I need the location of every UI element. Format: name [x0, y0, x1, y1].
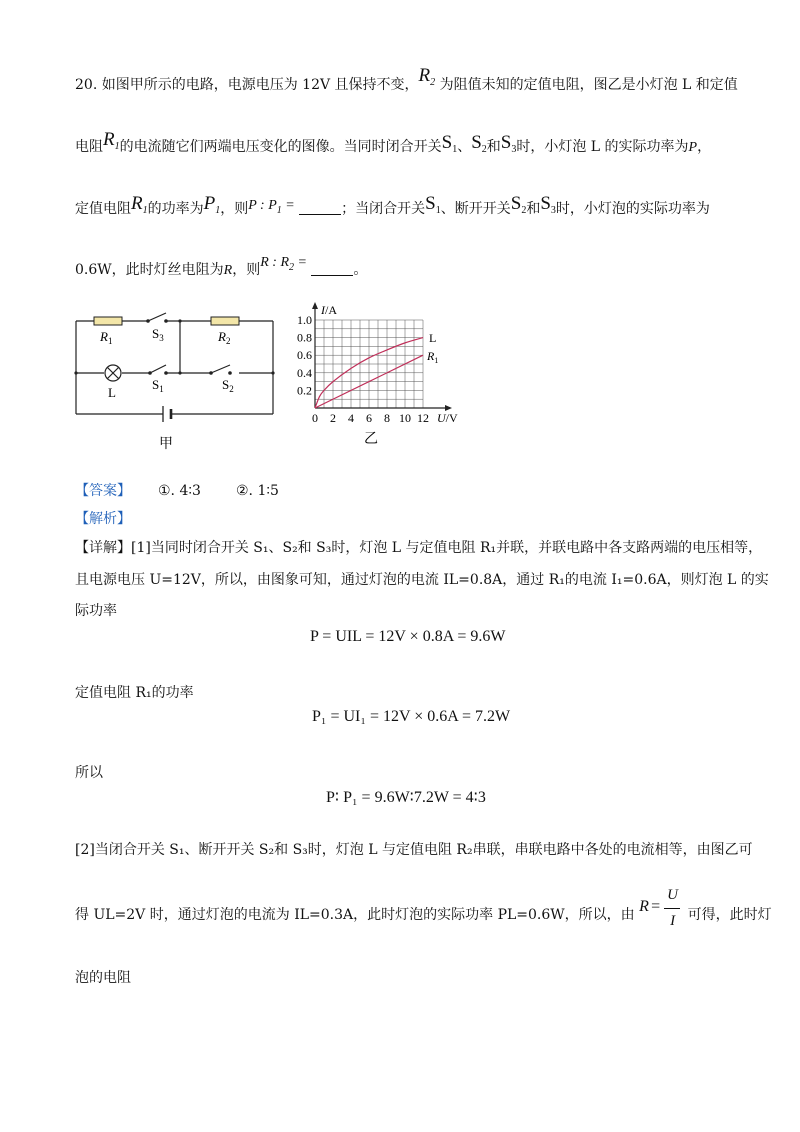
answer-blank-1[interactable] — [299, 202, 341, 215]
x-tick-label: 8 — [384, 411, 390, 425]
question-text: 、断开开关 — [440, 201, 511, 217]
formula-power-R1: P₁ = UI₁ = 12V × 0.6A = 7.2W — [312, 708, 511, 725]
question-line-1 — [75, 65, 738, 101]
x-tick-label: 2 — [330, 411, 336, 425]
label-R2: $R_2$ — [218, 329, 231, 346]
x-tick-label: 6 — [366, 411, 372, 425]
y-axis-label: I/A — [321, 303, 337, 317]
analysis-p2: 定值电阻 R₁的功率 — [75, 685, 194, 701]
question-text: 时，小灯泡 L 的实际功率为 — [516, 139, 689, 155]
label-R1: $R_1$ — [100, 329, 113, 346]
question-text: ，则 — [232, 262, 261, 278]
question-text: 和 — [526, 201, 541, 217]
y-tick-label: 0.6 — [297, 348, 312, 363]
symbol-R: R — [223, 263, 233, 278]
question-text: 的功率为 — [147, 201, 204, 217]
symbol-S2: $S_2$ — [510, 193, 527, 216]
analysis-p4-line1: [2]当闭合开关 S₁、断开开关 S₂和 S₃时，灯泡 L 与定值电阻 R₂串联，串联电路中各处的电流相等，由图乙可 — [75, 842, 753, 858]
label-S2: $S_2$ — [222, 377, 234, 394]
symbol-R1: $R_1$ — [103, 129, 120, 152]
question-line-3 — [75, 193, 710, 225]
question-text: ，则 — [220, 201, 249, 217]
y-tick-label: 0.4 — [297, 365, 312, 380]
caption-yi: 乙 — [364, 432, 378, 447]
analysis-text: 可得，此时灯 — [687, 907, 772, 923]
analysis-p1-line2: 且电源电压 U=12V，所以，由图象可知，通过灯泡的电流 IL=0.8A，通过 R₁的电流 I₁=0.6A，则灯泡 L 的实 — [75, 572, 769, 588]
x-axis-label: U/V — [437, 411, 458, 425]
symbol-P1: $P_1$ — [203, 193, 221, 216]
analysis-p3: 所以 — [75, 765, 103, 781]
question-text: 电阻 — [75, 139, 103, 155]
answer-part1: ①. 4∶3 — [158, 483, 201, 499]
analysis-p1-line1: 【详解】[1]当同时闭合开关 S₁、S₂和 S₃时，灯泡 L 与定值电阻 R₁并联，并联电路中各支路两端的电压相等， — [75, 540, 763, 556]
fraction-R-U-I: R = U I — [639, 905, 683, 925]
analysis-p5: 泡的电阻 — [75, 970, 131, 986]
symbol-S1: $S_1$ — [441, 132, 458, 155]
question-text: ， — [697, 139, 712, 155]
question-text: 为阻值未知的定值电阻，图乙是小灯泡 L 和定值 — [439, 77, 738, 93]
symbol-P: P — [688, 140, 698, 155]
label-L: L — [108, 385, 116, 400]
x-tick-label: 10 — [399, 411, 411, 425]
question-line-2 — [75, 129, 712, 163]
ratio-R-R2: R : $R_2$ = — [260, 255, 307, 273]
question-text: 定值电阻 — [75, 201, 131, 217]
question-text: 、 — [457, 139, 472, 155]
iu-graph — [285, 298, 485, 458]
x-tick-label: 0 — [312, 411, 318, 425]
question-text: 时，小灯泡的实际功率为 — [555, 201, 710, 217]
label-S3: $S_3$ — [152, 326, 164, 343]
question-line-4 — [75, 255, 368, 286]
y-tick-label: 0.8 — [297, 330, 312, 345]
analysis-p4-line2 — [75, 887, 772, 929]
analysis-text: 得 UL=2V 时，通过灯泡的电流为 IL=0.3A，此时灯泡的实际功率 PL=0.6W，所以，由 — [75, 907, 635, 923]
legend-R1: $R_1$ — [427, 349, 439, 365]
formula-power-lamp: P = UIL = 12V × 0.8A = 9.6W — [310, 628, 506, 645]
formula-ratio: P∶ P₁ = 9.6W∶7.2W = 4∶3 — [326, 789, 486, 806]
question-text: ；当闭合开关 — [341, 201, 426, 217]
label-S1: $S_1$ — [152, 377, 164, 394]
symbol-S1: $S_1$ — [425, 193, 441, 216]
answer-part2: ②. 1∶5 — [236, 483, 279, 499]
answer-blank-2[interactable] — [311, 263, 353, 276]
question-text: 和 — [486, 139, 501, 155]
x-tick-label: 4 — [348, 411, 354, 425]
y-tick-label: 0.2 — [297, 383, 312, 398]
y-tick-label: 1.0 — [297, 313, 312, 327]
question-text: 0.6W，此时灯丝电阻为 — [75, 262, 224, 278]
question-text: 20. 如图甲所示的电路，电源电压为 12V 且保持不变， — [75, 77, 419, 93]
legend-L: L — [429, 331, 437, 345]
caption-jia: 甲 — [159, 437, 173, 452]
symbol-R1: $R_1$ — [131, 193, 148, 216]
analysis-tag: 【解析】 — [75, 511, 131, 527]
ratio-P-P1: P : $P_1$ = — [248, 198, 295, 216]
symbol-S3: $S_3$ — [500, 132, 517, 155]
question-text: 的电流随它们两端电压变化的图像。当同时闭合开关 — [119, 139, 442, 155]
symbol-R2: $R_2$ — [418, 65, 436, 88]
question-text: 。 — [353, 262, 368, 278]
x-tick-label: 12 — [417, 411, 429, 425]
symbol-S2: $S_2$ — [471, 132, 487, 155]
symbol-S3: $S_3$ — [540, 193, 556, 216]
answer-tag: 【答案】 — [75, 483, 131, 499]
analysis-p1-line3: 际功率 — [75, 603, 117, 619]
circuit-diagram — [70, 300, 285, 460]
